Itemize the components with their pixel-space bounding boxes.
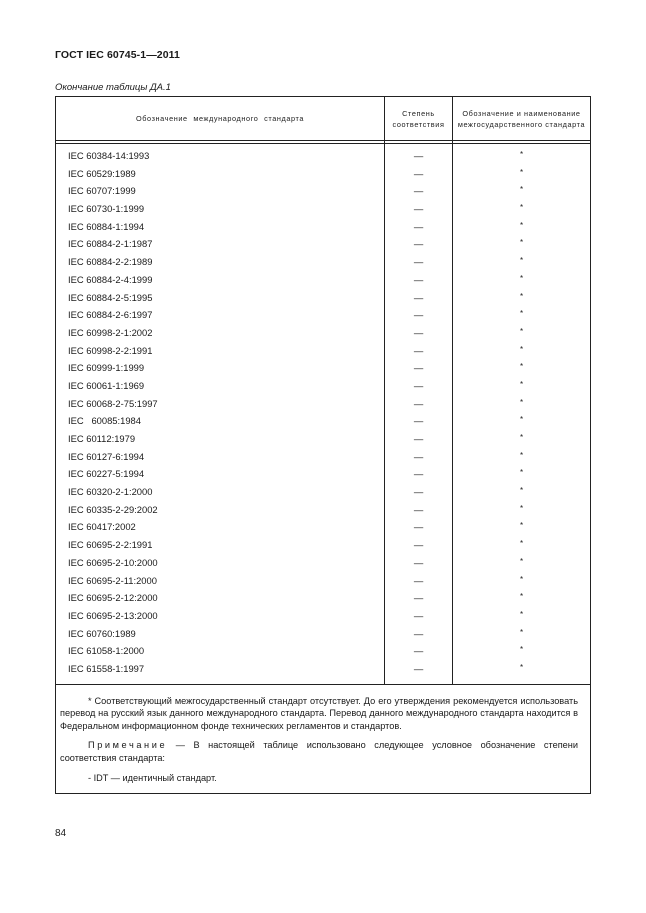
standard-cell: IEC 60384-14:1993 — [68, 150, 150, 161]
interstate-cell: * — [519, 220, 524, 230]
interstate-cell: * — [519, 556, 524, 566]
standard-cell: IEC 60884-1:1994 — [68, 220, 145, 232]
degree-cell: — — [413, 397, 424, 409]
interstate-cell: * — [519, 574, 524, 584]
interstate-cell: * — [519, 167, 524, 177]
degree-cell: — — [413, 344, 424, 356]
interstate-cell: * — [519, 503, 524, 513]
degree-cell: — — [413, 468, 424, 480]
interstate-cell: * — [519, 645, 524, 655]
degree-cell: — — [413, 503, 424, 515]
interstate-cell: * — [519, 521, 524, 531]
degree-cell: — — [413, 256, 424, 268]
degree-cell: — — [413, 326, 424, 338]
standard-cell: IEC 60417:2002 — [68, 521, 136, 533]
degree-cell: — — [413, 645, 424, 657]
column-international-standard — [56, 144, 385, 684]
document-header: ГОСТ IEC 60745-1—2011 — [55, 49, 180, 61]
interstate-cell: * — [519, 379, 524, 389]
standard-cell: IEC 60695-2-11:2000 — [68, 574, 157, 586]
degree-cell: — — [413, 539, 424, 551]
interstate-cell: * — [519, 238, 524, 248]
standard-cell: IEC 60884-2-2:1989 — [68, 256, 153, 268]
degree-cell: — — [413, 574, 424, 586]
interstate-cell: * — [519, 486, 524, 496]
column-interstate-standard — [453, 144, 590, 684]
interstate-cell: * — [519, 415, 524, 425]
interstate-cell: * — [519, 326, 524, 336]
standard-cell: IEC 60085:1984 — [68, 415, 141, 427]
degree-cell: — — [413, 273, 424, 285]
degree-cell: — — [413, 662, 424, 674]
table-body — [56, 144, 590, 684]
degree-cell: — — [413, 185, 424, 197]
interstate-cell: * — [519, 291, 524, 301]
standard-cell: IEC 60884-2-5:1995 — [68, 291, 153, 303]
standard-cell: IEC 60695-2-10:2000 — [68, 556, 158, 568]
standard-cell: IEC 60335-2-29:2002 — [68, 503, 158, 515]
standard-cell: IEC 60127-6:1994 — [68, 450, 145, 462]
note-item: - IDT — идентичный стандарт. — [88, 773, 217, 784]
standard-cell: IEC 61558-1:1997 — [68, 662, 145, 674]
standard-cell: IEC 60999-1:1999 — [68, 362, 145, 374]
interstate-cell: * — [519, 203, 524, 213]
interstate-cell: * — [519, 344, 524, 354]
degree-cell: — — [413, 238, 424, 250]
interstate-cell: * — [519, 609, 524, 619]
interstate-cell: * — [519, 662, 524, 672]
table-caption: Окончание таблицы ДА.1 — [55, 82, 171, 93]
standard-cell: IEC 60884-2-6:1997 — [68, 309, 153, 321]
table-notes — [56, 684, 590, 793]
interstate-cell: * — [519, 433, 524, 442]
standard-cell: IEC 60884-2-4:1999 — [68, 273, 153, 285]
standard-cell: IEC 60112:1979 — [68, 433, 136, 444]
page-number: 84 — [55, 828, 67, 839]
standard-cell: IEC 60695-2-12:2000 — [68, 592, 158, 604]
interstate-cell: * — [519, 256, 524, 266]
interstate-cell: * — [519, 592, 524, 602]
interstate-cell: * — [519, 273, 524, 283]
column-degree — [385, 144, 453, 684]
standard-cell: IEC 60884-2-1:1987 — [68, 238, 153, 250]
standard-cell: IEC 60227-5:1994 — [68, 468, 145, 480]
column-header-international-standard: Обозначение международного стандарта — [56, 97, 385, 140]
degree-cell: — — [413, 203, 424, 215]
degree-cell: — — [413, 379, 424, 391]
degree-cell: — — [413, 167, 424, 179]
standard-cell: IEC 60061-1:1969 — [68, 379, 145, 391]
interstate-cell: * — [519, 309, 524, 319]
degree-cell: — — [413, 220, 424, 232]
degree-cell: — — [413, 362, 424, 374]
standard-cell: IEC 60068-2-75:1997 — [68, 397, 158, 409]
column-header-interstate-standard: Обозначение и наименование межгосударственного стандарта — [457, 108, 586, 129]
standard-cell: IEC 60695-2-2:1991 — [68, 539, 153, 551]
standard-cell: IEC 60695-2-13:2000 — [68, 609, 158, 621]
degree-cell: — — [413, 309, 424, 321]
degree-cell: — — [413, 415, 424, 427]
interstate-cell: * — [519, 185, 524, 195]
standard-cell: IEC 61058-1:2000 — [68, 645, 145, 657]
degree-cell: — — [413, 609, 424, 621]
interstate-cell: * — [519, 539, 524, 549]
interstate-cell: * — [519, 627, 524, 637]
degree-cell: — — [413, 556, 424, 568]
standard-cell: IEC 60707:1999 — [68, 185, 136, 197]
degree-cell: — — [413, 592, 424, 604]
footnote: * Соответствующий межгосударственный стандарт отсутствует. До его утверждения рекомендуется использовать перевод на русский язык данного международного стандарта. Перевод данного международного стандарта находится в Федеральном информационном фонде технических регламентов и стандартов. — [60, 695, 578, 731]
standard-cell: IEC 60320-2-1:2000 — [68, 486, 153, 498]
degree-cell: — — [413, 486, 424, 498]
standard-cell: IEC 60760:1989 — [68, 627, 136, 639]
note — [60, 739, 578, 764]
degree-cell: — — [413, 291, 424, 303]
standard-cell: IEC 60529:1989 — [68, 167, 136, 179]
interstate-cell: * — [519, 150, 524, 159]
interstate-cell: * — [519, 450, 524, 460]
degree-cell: — — [413, 433, 424, 444]
standard-cell: IEC 60730-1:1999 — [68, 203, 145, 215]
interstate-cell: * — [519, 397, 524, 407]
interstate-cell: * — [519, 468, 524, 478]
standard-cell: IEC 60998-2-2:1991 — [68, 344, 153, 356]
interstate-cell: * — [519, 362, 524, 372]
degree-cell: — — [413, 521, 424, 533]
table-header — [56, 97, 590, 141]
standards-table — [55, 96, 591, 794]
degree-cell: — — [413, 450, 424, 462]
note-text: — В настоящей таблице использовано следующее условное обозначение степени соответствия стандарта: — [60, 740, 578, 763]
column-header-degree: Степень соответствия — [385, 97, 453, 140]
standard-cell: IEC 60998-2-1:2002 — [68, 326, 153, 338]
degree-cell: — — [413, 627, 424, 639]
degree-cell: — — [413, 150, 424, 161]
note-label: Примечание — [88, 740, 168, 751]
